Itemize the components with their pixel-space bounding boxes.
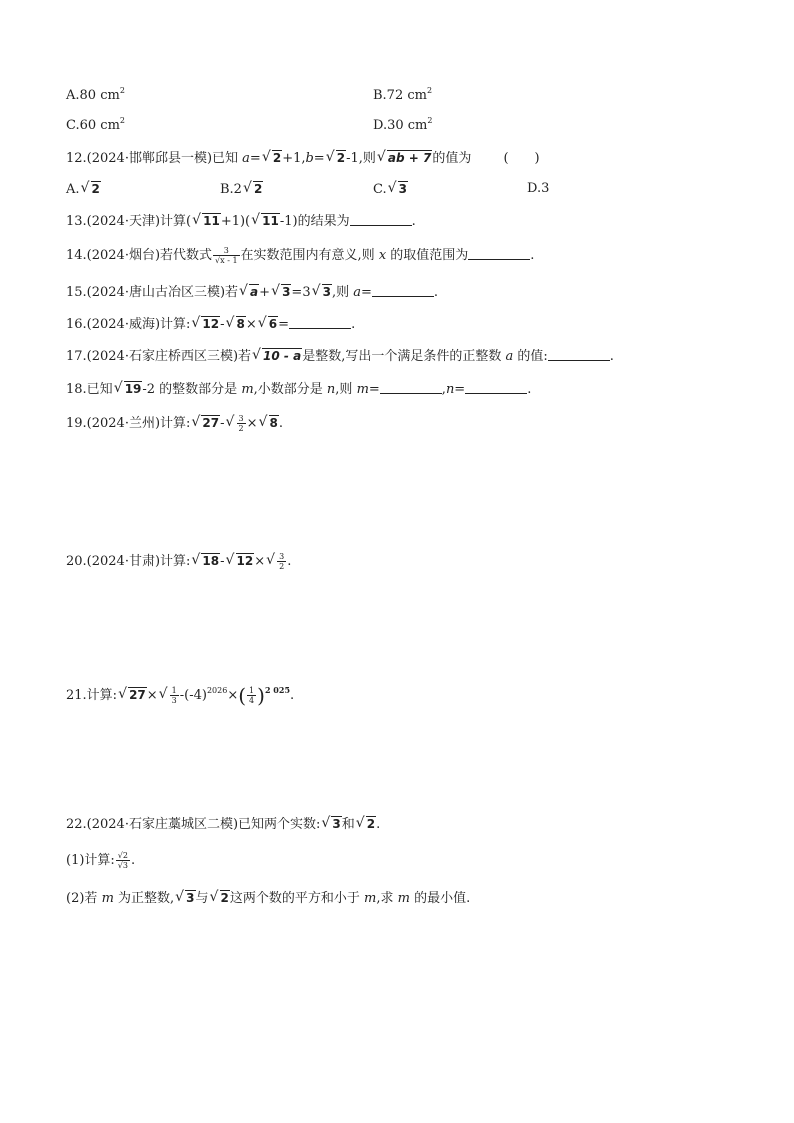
question-17: 17.(2024·石家庄桥西区三模)若√ 10 - a是整数,写出一个满足条件的正整数 a 的值: . — [66, 347, 614, 366]
answer-blank[interactable] — [468, 247, 530, 260]
q12-option-c: C.√ 3 — [373, 180, 408, 199]
question-22: 22.(2024·石家庄藁城区二模)已知两个实数:√ 3和√ 2. — [66, 815, 380, 834]
option-a: A.80 $cm^2$ — [66, 86, 125, 103]
answer-blank[interactable] — [548, 348, 610, 361]
option-b: B.72 $cm^2$ — [373, 86, 433, 103]
q12-option-b: B.2√ 2 — [220, 180, 263, 199]
q12-option-a: A.√ 2 — [66, 180, 101, 199]
answer-blank[interactable] — [372, 284, 434, 297]
question-15: 15.(2024·唐山古冶区三模)若√ a+√ 3=3√ 3,则 a= . — [66, 283, 438, 302]
answer-blank-n[interactable] — [465, 381, 527, 394]
fraction: $\frac{3}{√x - 1}$ — [215, 246, 238, 265]
question-19: 19.(2024·兰州)计算:√ 27- √ $\frac{3}{2}$ ×√ 8. — [66, 414, 283, 433]
answer-blank-m[interactable] — [380, 381, 442, 394]
answer-parentheses: ( ) — [503, 151, 540, 166]
question-13: 13.(2024·天津)计算(√ 11+1)(√ 11-1)的结果为 . — [66, 212, 416, 231]
option-d: D.30 $cm^2$ — [373, 116, 433, 133]
q12-option-d: D.3 — [527, 181, 550, 196]
question-22-part-2: (2)若 m 为正整数,√ 3与√ 2这两个数的平方和小于 m,求 m 的最小值. — [66, 889, 470, 908]
answer-blank[interactable] — [350, 213, 412, 226]
answer-blank[interactable] — [289, 316, 351, 329]
option-c: C.60 $cm^2$ — [66, 116, 125, 133]
question-18: 18.已知√ 19-2 的整数部分是 m,小数部分是 n,则 m= ,n= . — [66, 380, 531, 399]
question-20: 20.(2024·甘肃)计算:√ 18-√ 12× √ $\frac{3}{2}$ . — [66, 552, 291, 571]
question-16: 16.(2024·威海)计算:√ 12-√ 8×√ 6= . — [66, 315, 355, 334]
question-21: 21.计算:√ 27× √ $\frac{1}{3}$ $-(-4)^{2026}\times$( $\frac{1}{4}$ )$^{2 025}$. — [66, 686, 294, 705]
question-14: 14.(2024·烟台)若代数式 $\frac{3}{√x - 1}$ 在实数范围内有意义,则 x 的取值范围为 . — [66, 246, 535, 265]
question-12: 12.(2024·邯郸邱县一模)已知 a=√ 2+1,b=√ 2-1,则√ ab + 7的值为 ( ) — [66, 149, 540, 168]
question-22-part-1: (1)计算: $\frac{√2}{√3}$ . — [66, 851, 136, 870]
